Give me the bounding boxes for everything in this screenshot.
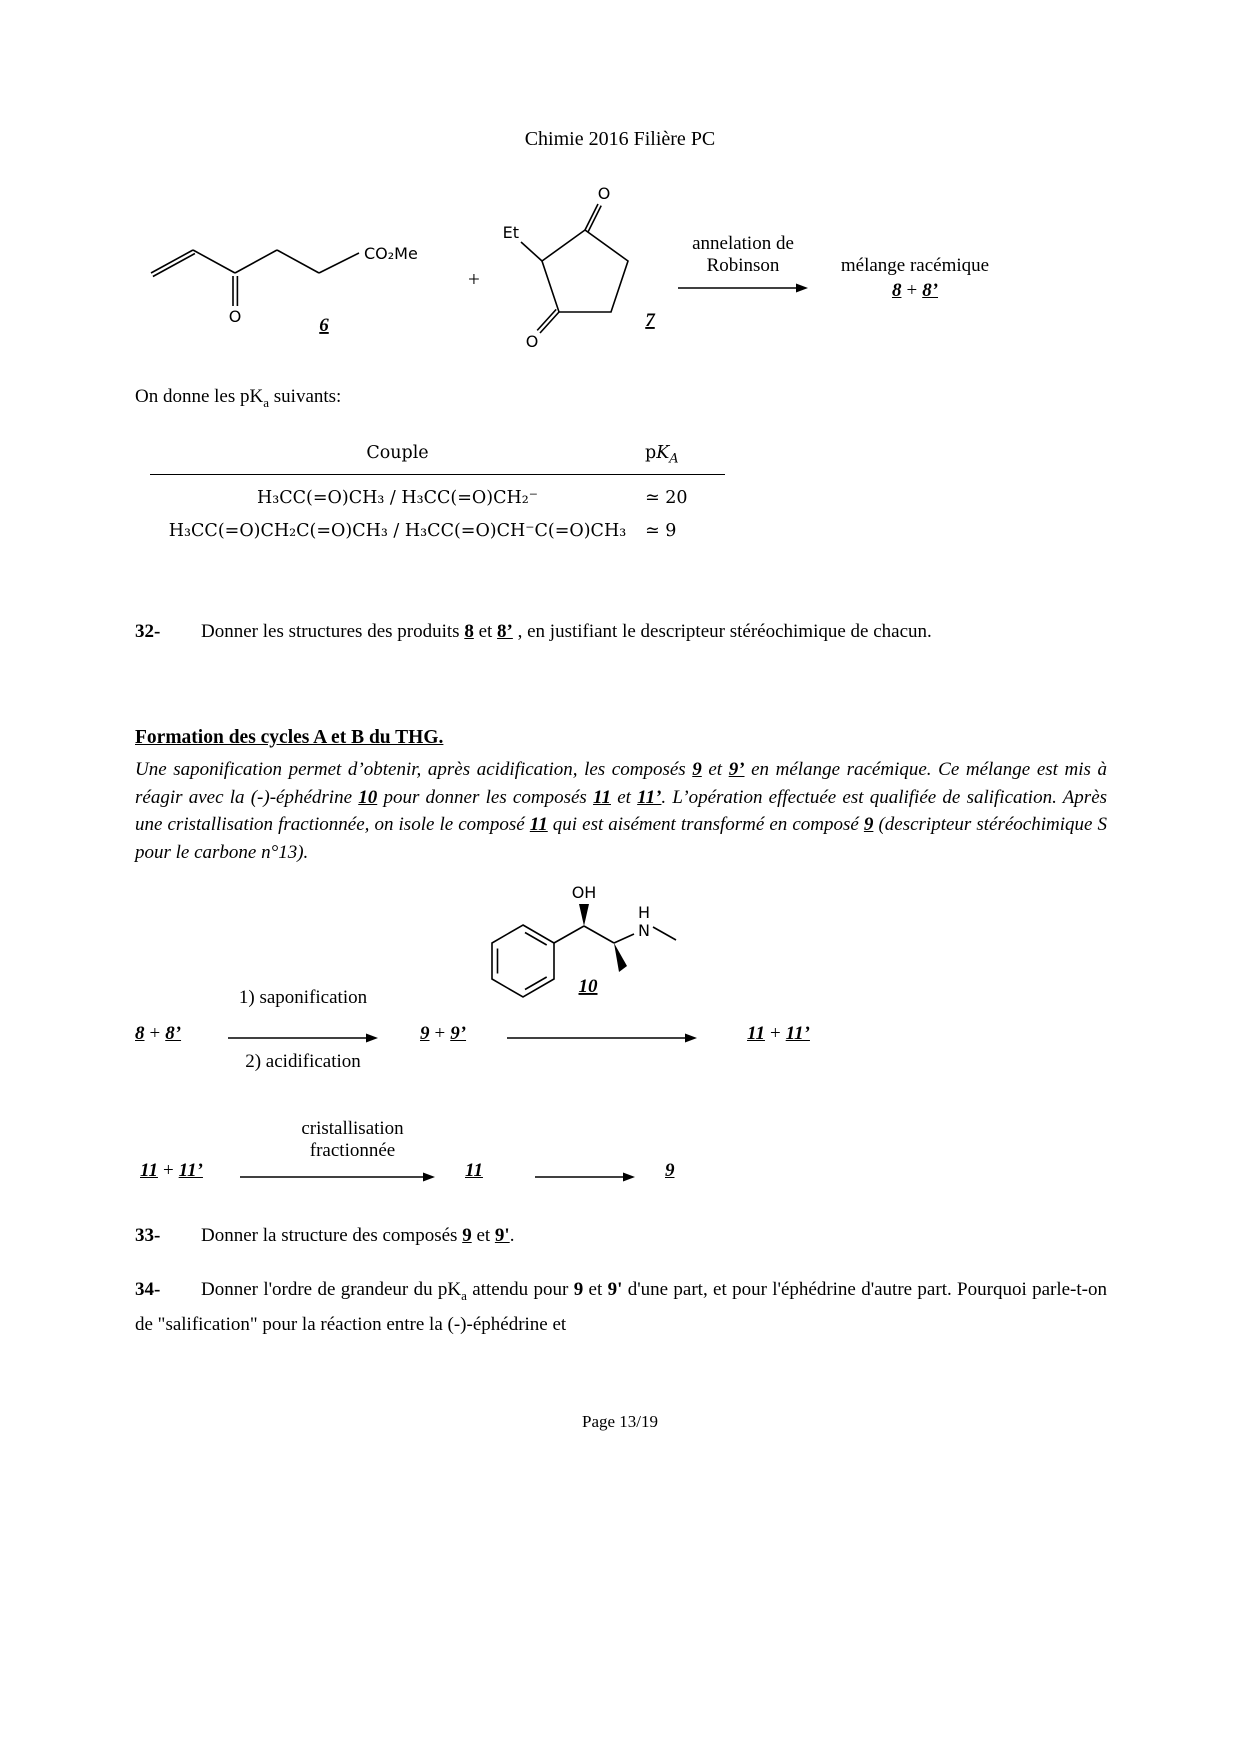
plus-sign: + bbox=[149, 1023, 161, 1044]
wedge-oh bbox=[579, 904, 589, 926]
table-row bbox=[150, 521, 725, 541]
product-caption: mélange racémique bbox=[840, 255, 990, 276]
compound-7-label: 7 bbox=[645, 310, 655, 331]
compound-10-label: 10 bbox=[578, 976, 598, 997]
oh-label: OH bbox=[571, 883, 597, 902]
product-block bbox=[790, 255, 1040, 302]
compound-11: 11 bbox=[747, 1023, 765, 1044]
reaction-arrow bbox=[240, 1170, 435, 1184]
compound-9-ref: 9 bbox=[462, 1225, 472, 1246]
reaction-arrow bbox=[228, 1031, 378, 1045]
column-header-couple: Couple bbox=[366, 443, 429, 463]
compound-9-ref: 9 bbox=[863, 814, 874, 835]
paragraph-text: en mélange racémique. Ce mélange est mis à réagir avec la (-)-éphédrine bbox=[135, 759, 1108, 808]
question-text: et bbox=[583, 1279, 608, 1300]
reaction-arrow bbox=[535, 1170, 635, 1184]
compound-8-ref: 8 bbox=[464, 621, 474, 642]
reaction-scheme-main bbox=[135, 175, 1125, 365]
compound-11prime: 11’ bbox=[785, 1023, 810, 1044]
arrow-caption-line2: Robinson bbox=[706, 255, 780, 276]
compound-9: 9 bbox=[665, 1160, 675, 1181]
step-2-label: 2) acidification bbox=[245, 1051, 361, 1072]
arrow-caption-line2: fractionnée bbox=[309, 1140, 396, 1161]
plus-sign: + bbox=[906, 280, 918, 301]
question-number: 34- bbox=[135, 1279, 161, 1300]
compound-9prime-ref: 9' bbox=[607, 1279, 623, 1300]
paragraph-text: Une saponification permet d’obtenir, après acidification, les composés bbox=[135, 759, 693, 780]
arrow-caption-line1: cristallisation bbox=[301, 1118, 404, 1139]
pka-sub-a: A bbox=[669, 451, 679, 467]
pka-subscript: a bbox=[461, 1287, 467, 1303]
compound-11: 11 bbox=[140, 1160, 158, 1181]
compound-formula bbox=[747, 1023, 810, 1045]
pka-p: p bbox=[645, 443, 657, 463]
compound-8: 8 bbox=[891, 280, 902, 301]
compound-6-label: 6 bbox=[319, 315, 329, 336]
compound-11-ref: 11 bbox=[529, 814, 548, 835]
step-1-label: 1) saponification bbox=[238, 987, 368, 1008]
pka-k: K bbox=[656, 443, 670, 463]
compound-9prime-ref: 9' bbox=[494, 1225, 510, 1246]
compound-formula bbox=[140, 1160, 203, 1182]
structure-6 bbox=[145, 237, 445, 337]
compound-11prime: 11’ bbox=[178, 1160, 203, 1181]
paragraph-text: et bbox=[701, 759, 729, 780]
arrow-caption-line1: annelation de bbox=[692, 233, 794, 254]
compound-8: 8 bbox=[135, 1023, 145, 1044]
compound-9prime: 9’ bbox=[450, 1023, 467, 1044]
question-text: Donner l'ordre de grandeur du pK bbox=[201, 1279, 462, 1300]
reaction-arrow bbox=[507, 1031, 697, 1045]
question-number: 32- bbox=[135, 621, 161, 642]
plus-sign: + bbox=[162, 1160, 174, 1181]
question-text: Donner la structure des composés bbox=[201, 1225, 463, 1246]
compound-10-ref: 10 bbox=[358, 786, 378, 808]
question-text: et bbox=[471, 1225, 495, 1246]
paragraph-text: et bbox=[610, 786, 638, 808]
pka-table bbox=[150, 443, 725, 541]
question-text: d'une part, et pour l'éphédrine d'autre part. Pourquoi parle-t-on de "salification" pour la réaction entre la (-)-éphédrine et bbox=[135, 1279, 1107, 1335]
plus-sign: + bbox=[468, 267, 480, 291]
nh-hydrogen-label: H bbox=[637, 903, 651, 922]
compound-formula bbox=[135, 1023, 181, 1045]
page-title: Chimie 2016 Filière PC bbox=[524, 128, 716, 150]
question-text: attendu pour bbox=[466, 1279, 574, 1300]
skeleton-bonds bbox=[151, 250, 359, 306]
table-header-row bbox=[150, 443, 725, 475]
question-32 bbox=[135, 618, 1107, 646]
dione-oxygen-top-label: O bbox=[597, 184, 611, 203]
pka-value-cell: ≃ 20 bbox=[645, 487, 688, 508]
compound-9prime-ref: 9’ bbox=[728, 759, 745, 780]
nitrogen-label: N bbox=[638, 921, 650, 940]
paragraph-text: . L’opération effectuée est qualifiée de salification. Après une cristallisation fractionnée, on isole le composé bbox=[135, 786, 1108, 835]
compound-8prime-ref: 8’ bbox=[497, 621, 513, 642]
compound-8prime: 8’ bbox=[165, 1023, 182, 1044]
arrow-caption bbox=[240, 1118, 465, 1162]
question-text: Donner les structures des produits bbox=[201, 621, 465, 642]
compound-formula bbox=[420, 1023, 466, 1045]
question-text: , en justifiant le descripteur stéréochimique de chacun. bbox=[512, 621, 932, 642]
ester-group-label: CO₂Me bbox=[364, 244, 418, 263]
compound-formula bbox=[790, 280, 1040, 302]
chain-bonds bbox=[554, 904, 676, 972]
reaction-arrow bbox=[678, 281, 808, 295]
section-heading: Formation des cycles A et B du THG. bbox=[135, 727, 444, 748]
table-row bbox=[150, 488, 725, 508]
paragraph-text: qui est aisément transformé en composé bbox=[547, 814, 864, 835]
compound-11prime-ref: 11’ bbox=[637, 786, 662, 808]
dione-oxygen-bottom-label: O bbox=[525, 332, 539, 351]
ring-bonds bbox=[521, 204, 628, 333]
plus-sign: + bbox=[434, 1023, 446, 1044]
pka-subscript: a bbox=[263, 394, 270, 410]
pka-value-cell: ≃ 9 bbox=[645, 520, 677, 541]
question-33 bbox=[135, 1222, 1107, 1250]
ketone-oxygen-label: O bbox=[228, 307, 242, 326]
couple-cell: H₃CC(=O)CH₃ / H₃CC(=O)CH₂⁻ bbox=[256, 487, 539, 508]
compound-9-ref: 9 bbox=[692, 759, 702, 780]
question-number: 33- bbox=[135, 1225, 161, 1246]
wedge-methyl bbox=[614, 943, 627, 972]
reaction-scheme-crystallisation bbox=[135, 1112, 1105, 1207]
compound-8prime: 8’ bbox=[922, 280, 939, 301]
pka-intro bbox=[135, 386, 341, 411]
reaction-scheme-saponification bbox=[135, 985, 1105, 1095]
pka-intro-text: On donne les pK bbox=[135, 386, 264, 407]
page-number: Page 13/19 bbox=[581, 1412, 659, 1431]
pka-intro-text-2: suivants: bbox=[269, 386, 342, 407]
plus-sign: + bbox=[769, 1023, 781, 1044]
couple-cell: H₃CC(=O)CH₂C(=O)CH₃ / H₃CC(=O)CH⁻C(=O)CH₃ bbox=[168, 520, 627, 541]
compound-11: 11 bbox=[465, 1160, 483, 1181]
question-text: et bbox=[473, 621, 498, 642]
ethyl-group-label: Et bbox=[502, 223, 519, 242]
paragraph-text: (descripteur stéréochimique S pour le carbone n°13). bbox=[135, 814, 1108, 863]
structure-7 bbox=[500, 183, 675, 353]
paragraph-text: pour donner les composés bbox=[377, 786, 594, 808]
compound-11-ref: 11 bbox=[593, 786, 611, 808]
column-header-pka bbox=[645, 443, 725, 467]
compound-9-ref: 9 bbox=[573, 1279, 584, 1300]
question-text: . bbox=[509, 1225, 515, 1246]
question-34 bbox=[135, 1275, 1107, 1339]
compound-9: 9 bbox=[420, 1023, 430, 1044]
section-paragraph bbox=[135, 756, 1107, 866]
